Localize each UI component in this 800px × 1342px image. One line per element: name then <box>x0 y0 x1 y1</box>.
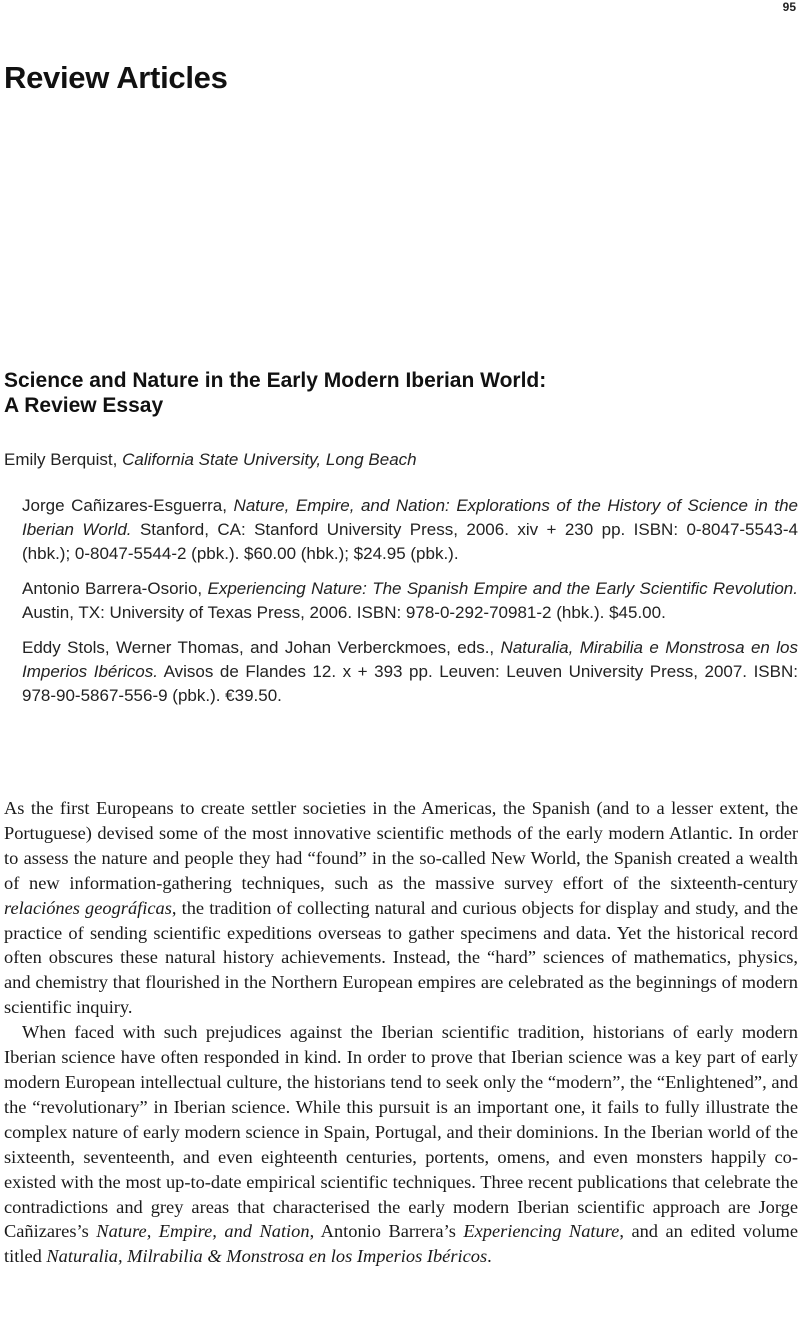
italic-title: Naturalia, Milrabilia & Monstrosa en los Imperios Ibéricos <box>46 1246 488 1267</box>
reference-authors: Jorge Cañizares-Esguerra, <box>22 496 227 515</box>
article-body <box>4 796 798 1269</box>
body-text: As the first Europeans to create settler societies in the Americas, the Spanish (and to a lesser extent, the Portuguese) devised some of the most innovative scientific methods of the early modern Atlantic. In order to assess the nature and people they had “found” in the so-called New World, the Spanish created a wealth of new information-gathering techniques, such as the massive survey effort of the sixteenth-century <box>4 798 798 893</box>
body-paragraph-2 <box>4 1020 798 1269</box>
body-text: , the tradition of collecting natural and curious objects for display and study, and the practice of sending scientific expeditions overseas to gather specimens and data. Yet the historical record often obscures these natural history achievements. Instead, the “hard” sciences of mathematics, physics, and chemistry that flourished in the Northern European empires are celebrated as the beginnings of modern scientific inquiry. <box>4 897 798 1018</box>
reference-title: Experiencing Nature: The Spanish Empire and the Early Scientific Revolution. <box>207 579 798 598</box>
article-title-line-1: Science and Nature in the Early Modern Iberian World: <box>4 369 547 392</box>
reviewed-works-list <box>22 494 798 719</box>
body-text: , Antonio Barrera’s <box>309 1221 456 1242</box>
author-byline <box>4 450 417 470</box>
body-text: , and an edited volume titled <box>4 1221 799 1267</box>
section-title: Review Articles <box>4 60 228 95</box>
author-affiliation: California State University, Long Beach <box>122 450 417 469</box>
reference-title: Nature, Empire, and Nation: Explorations of the History of Science in the Iberian World. <box>22 496 798 539</box>
reference-details: Austin, TX: University of Texas Press, 2006. ISBN: 978-0-292-70981-2 (hbk.). $45.00. <box>22 603 666 622</box>
body-text: . <box>487 1246 492 1267</box>
body-text: When faced with such prejudices against the Iberian scientific tradition, historians of early modern Iberian science have often responded in kind. In order to prove that Iberian science was a key part of early modern European intellectual culture, the historians tend to seek only the “modern”, the “Enlightened”, and the “revolutionary” in Iberian science. While this pursuit is an important one, it fails to fully illustrate the complex nature of early modern science in Spain, Portugal, and their dominions. In the Iberian world of the sixteenth, seventeenth, and even eighteenth centuries, portents, omens, and even monsters happily co-existed with the most up-to-date empirical scientific techniques. Three recent publications that celebrate the contradictions and grey areas that characterised the early modern Iberian scientific approach are Jorge Cañizares’s <box>4 1022 798 1242</box>
page-number: 95 <box>782 0 796 14</box>
italic-title: Experiencing Nature <box>463 1221 620 1242</box>
reference-authors: Antonio Barrera-Osorio, <box>22 579 203 598</box>
body-paragraph-1 <box>4 796 798 1020</box>
reviewed-work-1 <box>22 494 798 566</box>
reference-title: Naturalia, Mirabilia e Monstrosa en los Imperios Ibéricos. <box>22 638 798 681</box>
reference-authors: Eddy Stols, Werner Thomas, and Johan Verberckmoes, eds., <box>22 638 495 657</box>
reference-details: Stanford, CA: Stanford University Press, 2006. xiv + 230 pp. ISBN: 0-8047-5543-4 (hbk.); 0-8047-5544-2 (pbk.). $60.00 (hbk.); $24.95 (pbk.). <box>22 520 798 563</box>
article-title-line-2: A Review Essay <box>4 394 164 417</box>
italic-title: Nature, Empire, and Nation <box>96 1221 310 1242</box>
italic-term: relaciónes geográficas <box>4 897 172 918</box>
reference-details: Avisos de Flandes 12. x + 393 pp. Leuven: Leuven University Press, 2007. ISBN: 978-90-5867-556-9 (pbk.). €39.50. <box>22 662 798 705</box>
reviewed-work-3 <box>22 636 798 708</box>
author-name: Emily Berquist, <box>4 450 118 469</box>
reviewed-work-2 <box>22 577 798 625</box>
article-title <box>4 368 784 418</box>
